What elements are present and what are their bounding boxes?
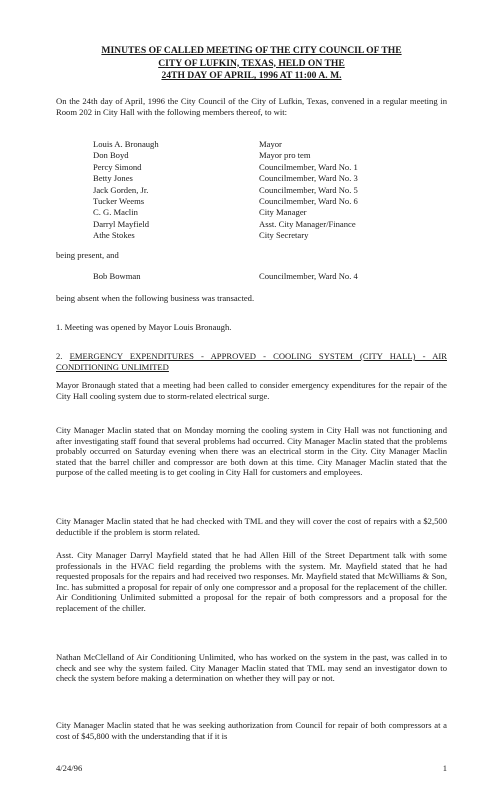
paragraph-5: Nathan McClelland of Air Conditioning Unlimited, who has worked on the system in the past, was called in to check and see why the system failed. City Manager Maclin stated that TML may send an investigator down to check the system before making a determination on whether they will pay or not.	[56, 652, 447, 684]
paragraph-1: Mayor Bronaugh stated that a meeting had been called to consider emergency expenditures for the repair of the City Hall cooling system due to storm-related electrical surge.	[56, 380, 447, 401]
agenda-item-2-number: 2.	[56, 351, 63, 361]
member-row	[93, 162, 447, 173]
member-row	[93, 207, 447, 218]
member-name: Athe Stokes	[93, 230, 135, 241]
member-name: Louis A. Bronaugh	[93, 139, 159, 149]
member-name: Darryl Mayfield	[93, 218, 150, 229]
footer-date: 4/24/96	[56, 763, 83, 773]
member-name: Betty Jones	[93, 173, 133, 184]
member-name: Tucker Weems	[93, 195, 145, 206]
agenda-item-2-heading	[56, 351, 447, 372]
member-name: C. G. Maclin	[93, 207, 138, 218]
paragraph-6: City Manager Maclin stated that he was seeking authorization from Council for repair of both compressors at a cost of $45,800 with the understanding that if it is	[56, 720, 447, 741]
intro-paragraph: On the 24th day of April, 1996 the City Council of the City of Lufkin, Texas, convened in a regular meeting in Room 202 in City Hall with the following members thereof, to wit:	[56, 96, 447, 117]
title-line-1: MINUTES OF CALLED MEETING OF THE CITY COUNCIL OF THE	[101, 45, 402, 56]
member-row	[93, 173, 447, 184]
being-absent-text: being absent when the following business was transacted.	[56, 293, 255, 303]
member-title: City Manager	[259, 207, 307, 218]
member-title: City Secretary	[259, 230, 309, 241]
member-title: Councilmember, Ward No. 3	[259, 173, 358, 184]
member-name: Don Boyd	[93, 150, 129, 161]
members-present-list	[93, 139, 447, 242]
being-present-text: being present, and	[56, 250, 119, 260]
agenda-item-2-title: EMERGENCY EXPENDITURES - APPROVED - COOLING SYSTEM (CITY HALL) - AIR CONDITIONING UNLIMITED	[56, 351, 447, 372]
member-row	[93, 185, 447, 196]
page-footer	[56, 763, 447, 774]
member-title: Councilmember, Ward No. 6	[259, 195, 358, 206]
member-row	[93, 196, 447, 207]
member-row	[93, 139, 447, 150]
title-line-3: 24TH DAY OF APRIL, 1996 AT 11:00 A. M.	[161, 70, 342, 81]
paragraph-3: City Manager Maclin stated that he had checked with TML and they will cover the cost of repairs with a $2,500 deductible if the problem is storm related.	[56, 516, 447, 537]
paragraph-2: City Manager Maclin stated that on Monday morning the cooling system in City Hall was not functioning and after investigating staff found that several problems had occurred. City Manager Maclin stated that the problems probably occurred on Saturday evening when there was an electrical storm in the City. City Manager Maclin stated that the barrel chiller and compressor are both down at this time. City Manager Maclin stated that the purpose of the called meeting is to get cooling in City Hall for customers and employees.	[56, 425, 447, 478]
member-title: Mayor pro tem	[259, 150, 311, 161]
document-title	[56, 45, 447, 83]
page-number: 1	[442, 763, 447, 773]
member-row	[93, 219, 447, 230]
paragraph-4: Asst. City Manager Darryl Mayfield stated that he had Allen Hill of the Street Department talk with some professionals in the HVAC field regarding the problems with the system. Mr. Mayfield stated that he had requested proposals for the repairs and had received two responses. Mr. Mayfield stated that McWilliams & Son, Inc. has submitted a proposal for repair of only one compressor and a proposal for the replacement of the chiller. Air Conditioning Unlimited submitted a proposal for the repair of both compressors and a proposal for the replacement of the chiller.	[56, 550, 447, 613]
member-name: Jack Gorden, Jr.	[93, 184, 149, 195]
member-title: Councilmember, Ward No. 1	[259, 161, 358, 172]
agenda-item-1: 1. Meeting was opened by Mayor Louis Bronaugh.	[56, 322, 232, 332]
title-line-2: CITY OF LUFKIN, TEXAS, HELD ON THE	[158, 57, 345, 69]
member-title: Mayor	[259, 139, 282, 149]
absent-member-name: Bob Bowman	[93, 271, 141, 281]
member-title: Asst. City Manager/Finance	[259, 218, 356, 229]
member-row	[93, 150, 447, 161]
member-name: Percy Simond	[93, 161, 142, 172]
member-row	[93, 230, 447, 241]
member-title: Councilmember, Ward No. 5	[259, 184, 358, 195]
absent-member-row	[93, 271, 447, 282]
absent-member-title: Councilmember, Ward No. 4	[259, 271, 358, 281]
